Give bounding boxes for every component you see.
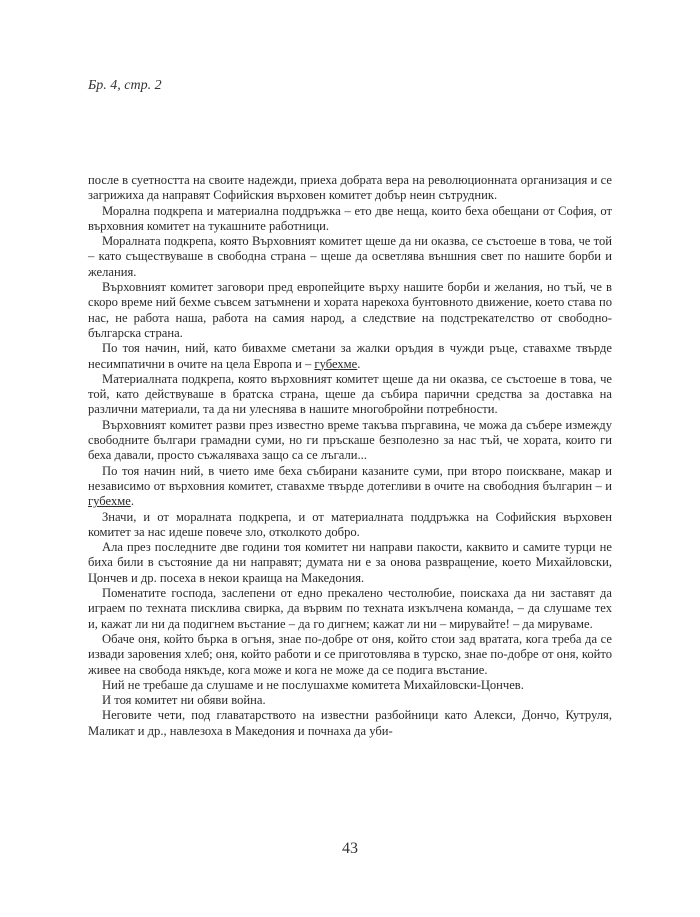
running-head: Бр. 4, стр. 2 [88,78,162,93]
paragraph [88,464,612,510]
text-segment: Обаче оня, който бърка в огъня, знае по-добре от оня, който стои зад вратата, кога треба да се извади заровения хлеб; оня, който работи и се приготовлява в турско, знае по-добре от оня, който живее на свобода някъде, кога може и кога не може да се подига въстание. [88,631,612,677]
underlined-word: губехме [88,494,131,509]
paragraph [88,693,612,708]
text-segment: По тоя начин, ний, като бивахме сметани за жалки оръдия в чужди ръце, ставахме твърде несимпатични в очите на цела Европа и – [88,341,612,371]
paragraph [88,341,612,372]
paragraph [88,632,612,678]
text-segment: . [357,356,361,371]
paragraph [88,418,612,464]
text-segment: после в суетността на своите надежди, приеха добрата вера на революционната организация и се загрижиха да направят Софийския върховен комитет добър неин сътрудник. [88,173,612,203]
paragraph [88,586,612,632]
paragraph [88,234,612,280]
text-segment: По тоя начин ний, в чието име беха събирани казаните суми, при второ поискване, макар и независимо от върховния комитет, ставахме твърде дотегливи в очите на свободния българин – и [88,463,612,493]
underlined-word: губехме [314,356,358,371]
paragraph [88,708,612,739]
text-segment: Върховният комитет заговори пред европейците върху нашите борби и желания, но тъй, че в скоро време ний бехме съвсем затъмнени и хората нарекоха бунтовното движение, което става по нас, не работа наша, работа на самия народ, а следствие на подстрекателство от свободно-българска страна. [88,280,612,340]
text-segment: Моралната подкрепа, която Върховният комитет щеше да ни оказва, се състоеше в това, че той – като съществуваше в свободна страна – щеше да осветлява външния свет по нашите борби и желания. [88,234,612,279]
paragraph [88,540,612,586]
paragraph [88,678,612,693]
text-segment: Ний не требаше да слушаме и не послушахме комитета Михайловски-Цончев. [102,677,524,692]
text-segment: Значи, и от моралната подкрепа, и от материалната поддръжка на Софийския върховен комитет за нас идеше повече зло, отколкото добро. [88,509,612,539]
text-segment: Ала през последните две години тоя комитет ни направи пакости, каквито и самите турци не биха били в състояние да ни направят; думата ни е за онова развращение, което Михайловски, Цончев и др. посеха в некои краища на Македония. [88,540,612,585]
text-segment: Върховният комитет разви през известно време такъва пъргавина, че можа да събере измежду свободните българи грамадни суми, но ги пръскаше безполезно за нас тъй, че хората, които ги беха давали, просто съжаляваха защо са се лъгали... [88,417,612,463]
paragraph [88,280,612,341]
paragraph [88,372,612,418]
text-segment: Морална подкрепа и материална поддръжка – ето две неща, които беха обещани от София, от върховния комитет на тукашните работници. [88,203,612,233]
text-segment: Неговите чети, под главатарството на известни разбойници като Алекси, Дончо, Кутруля, Маликат и др., навлезоха в Македония и почнаха да уби- [88,708,612,738]
paragraph [88,173,612,204]
paragraph [88,510,612,541]
page-number: 43 [342,840,358,857]
paragraph [88,204,612,235]
text-segment: . [130,494,134,509]
text-segment: Поменатите господа, заслепени от едно прекалено честолюбие, поискаха да ни заставят да играем по техната писклива свирка, да вървим по техната изкълчена команда, – да слушаме тех и, кажат ли ни да подигнем въстание – да го дигнем; кажат ли ни – мирувайте! – да мируваме. [88,586,612,631]
text-segment: И тоя комитет ни обяви война. [102,693,266,708]
text-segment: Материалната подкрепа, която върховният комитет щеше да ни оказва, се състоеше в това, че той, като действуваше в братска страна, щеше да събира парични средства за доставка на различни материали, та да ни улеснява в нашите многобройни потребности. [88,371,612,417]
body-text [88,173,612,739]
